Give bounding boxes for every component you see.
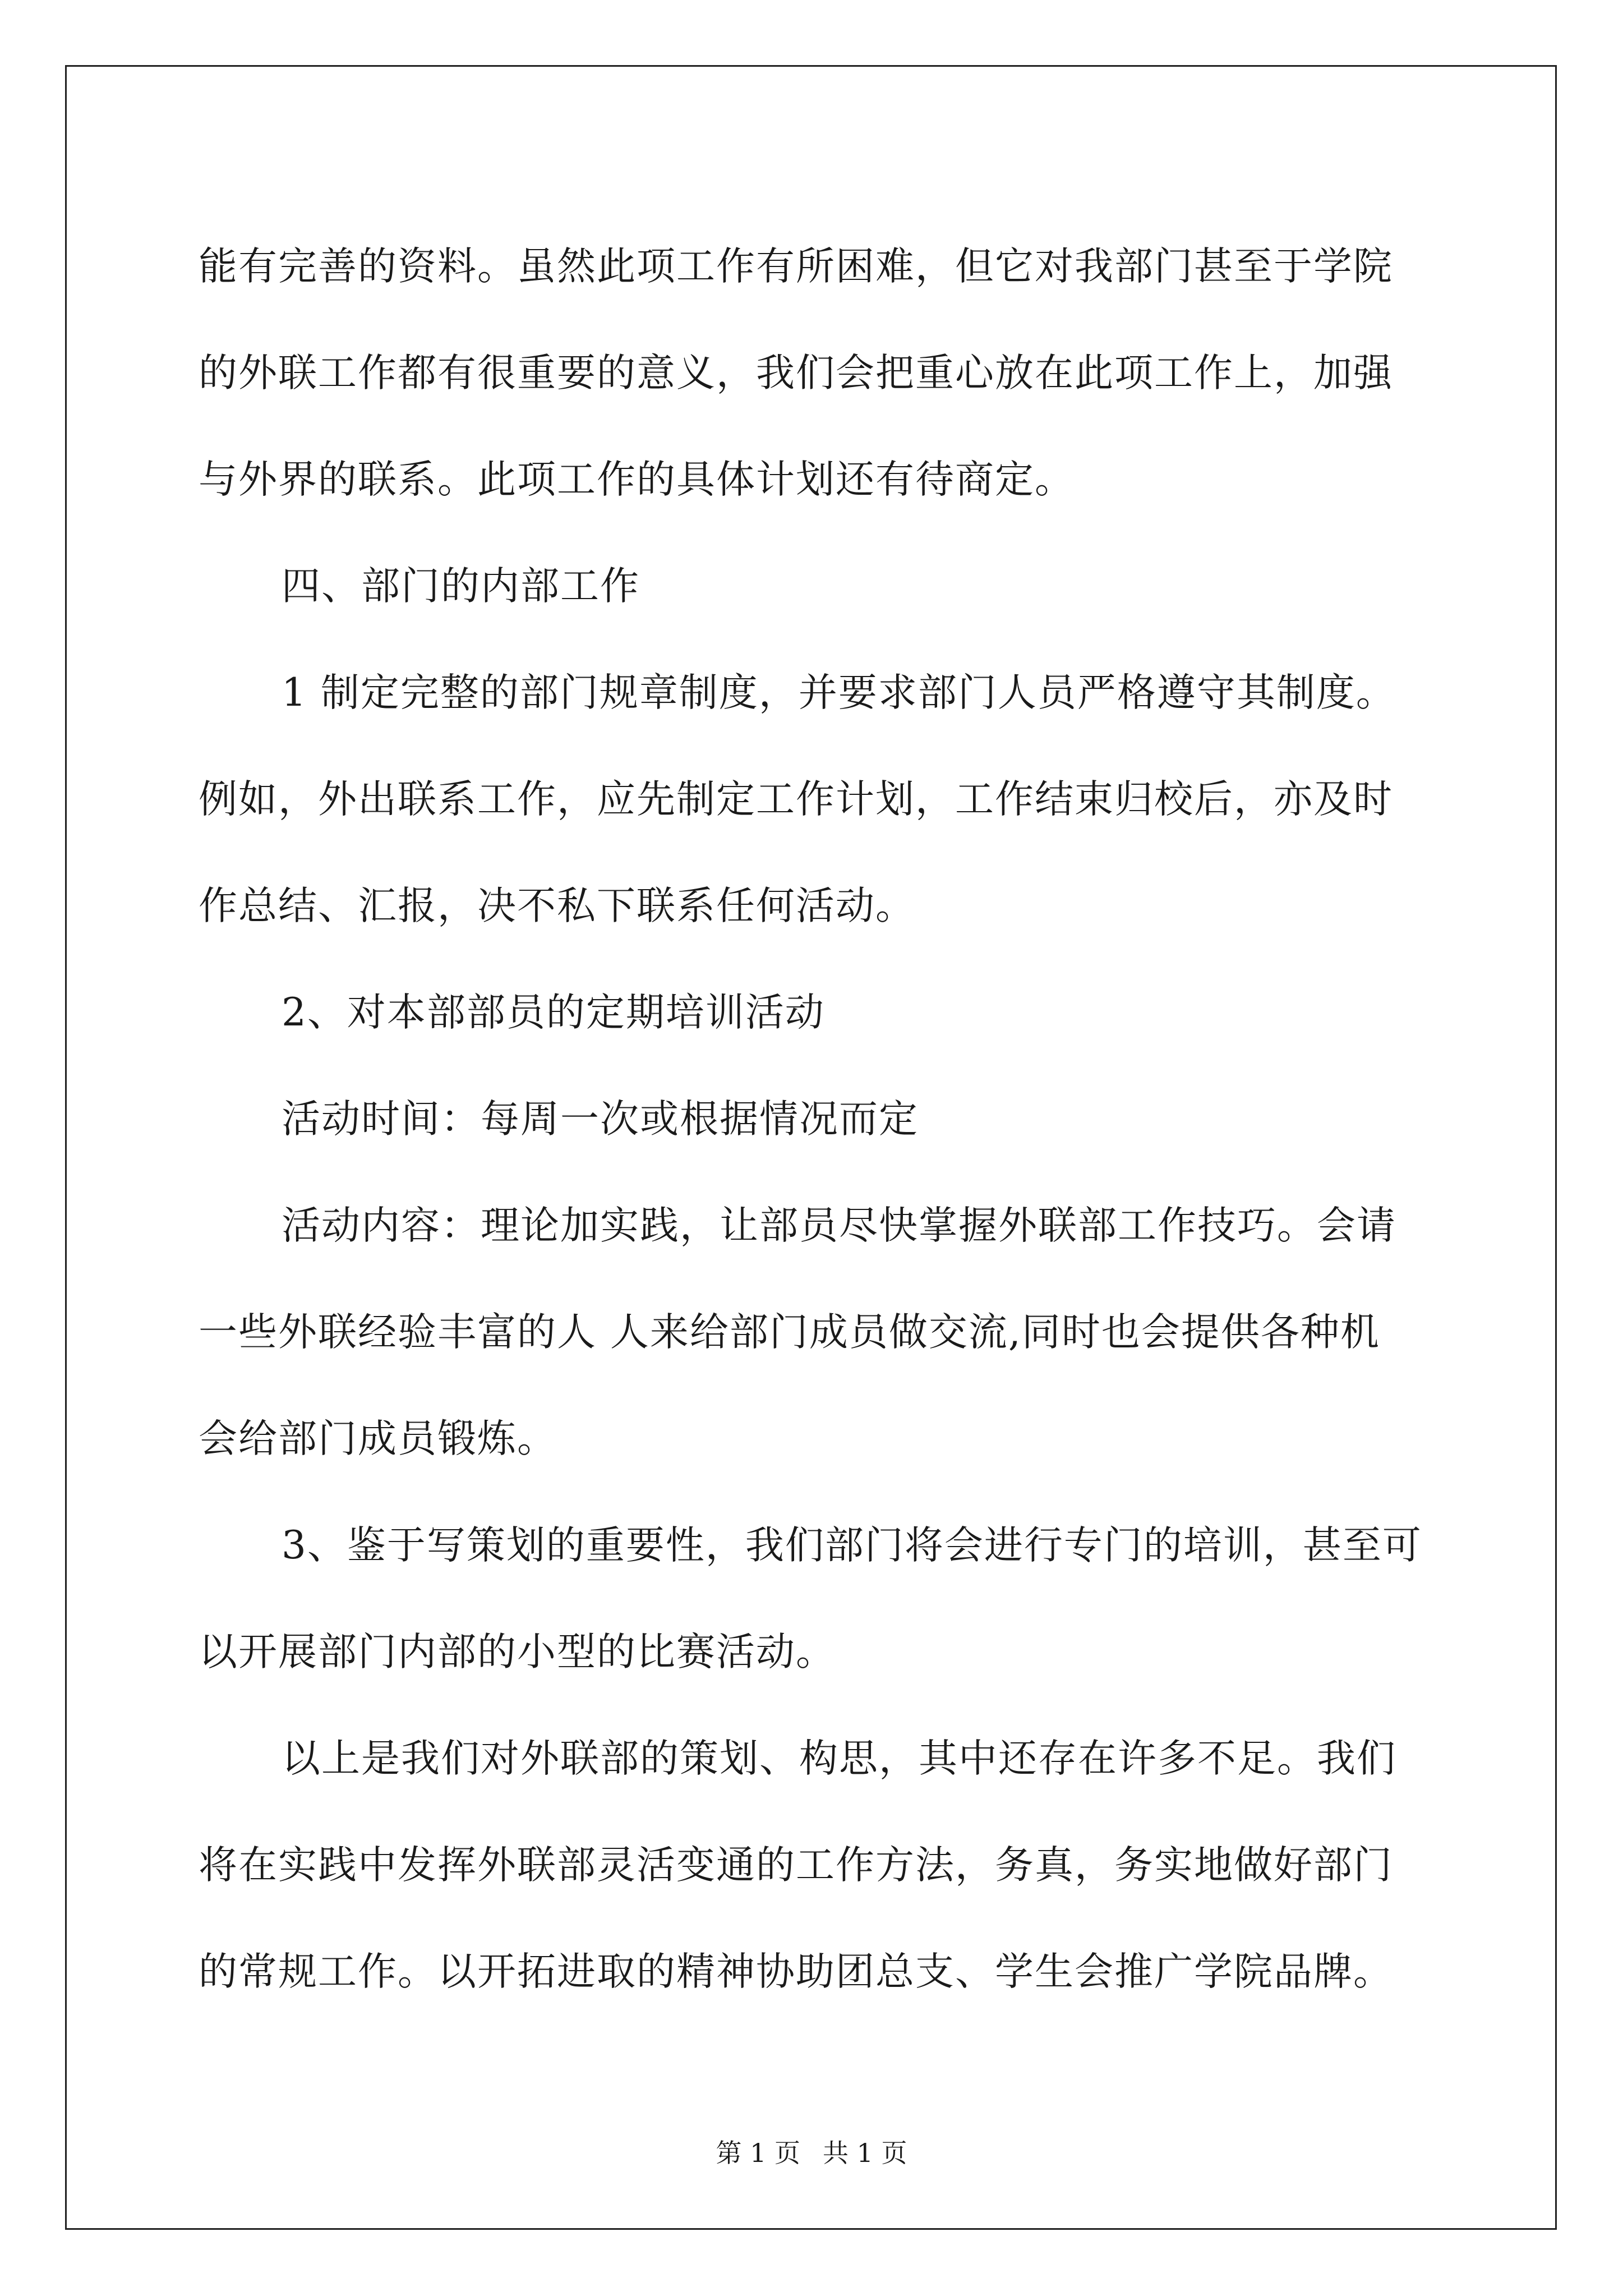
text-line-11: 一些外联经验丰富的人 人来给部门成员做交流,同时也会提供各种机 [199,1310,1380,1355]
page-total: 共 1 页 [823,2138,907,2168]
text-line-3: 与外界的联系。此项工作的具体计划还有待商定。 [199,457,1075,502]
text-line-2: 的外联工作都有很重要的意义，我们会把重心放在此项工作上，加强 [199,351,1393,395]
text-line-16: 将在实践中发挥外联部灵活变通的工作方法，务真，务实地做好部门 [199,1843,1393,1888]
text-line-1: 能有完善的资料。虽然此项工作有所困难，但它对我部门甚至于学院 [199,244,1393,289]
text-line-10: 活动内容：理论加实践，让部员尽快掌握外联部工作技巧。会请 [282,1203,1396,1248]
text-line-15: 以上是我们对外联部的策划、构思，其中还存在许多不足。我们 [282,1736,1396,1781]
text-line-5: 1 制定完整的部门规章制度，并要求部门人员严格遵守其制度。 [282,670,1396,715]
text-line-12: 会给部门成员锻炼。 [199,1416,557,1461]
text-line-6: 例如，外出联系工作，应先制定工作计划，工作结束归校后，亦及时 [199,777,1393,822]
document-body [199,213,1424,2025]
text-line-17: 的常规工作。以开拓进取的精神协助团总支、学生会推广学院品牌。 [199,1949,1393,1994]
text-line-7: 作总结、汇报，决不私下联系任何活动。 [199,884,915,928]
text-line-13: 3、鉴于写策划的重要性，我们部门将会进行专门的培训，甚至可 [282,1523,1422,1568]
text-line-8: 2、对本部部员的定期培训活动 [282,990,825,1035]
text-line-9: 活动时间：每周一次或根据情况而定 [282,1097,919,1142]
section-heading: 四、部门的内部工作 [282,564,640,609]
page-footer [0,2136,1623,2170]
text-line-14: 以开展部门内部的小型的比赛活动。 [199,1630,836,1674]
page-number: 第 1 页 [716,2138,800,2168]
